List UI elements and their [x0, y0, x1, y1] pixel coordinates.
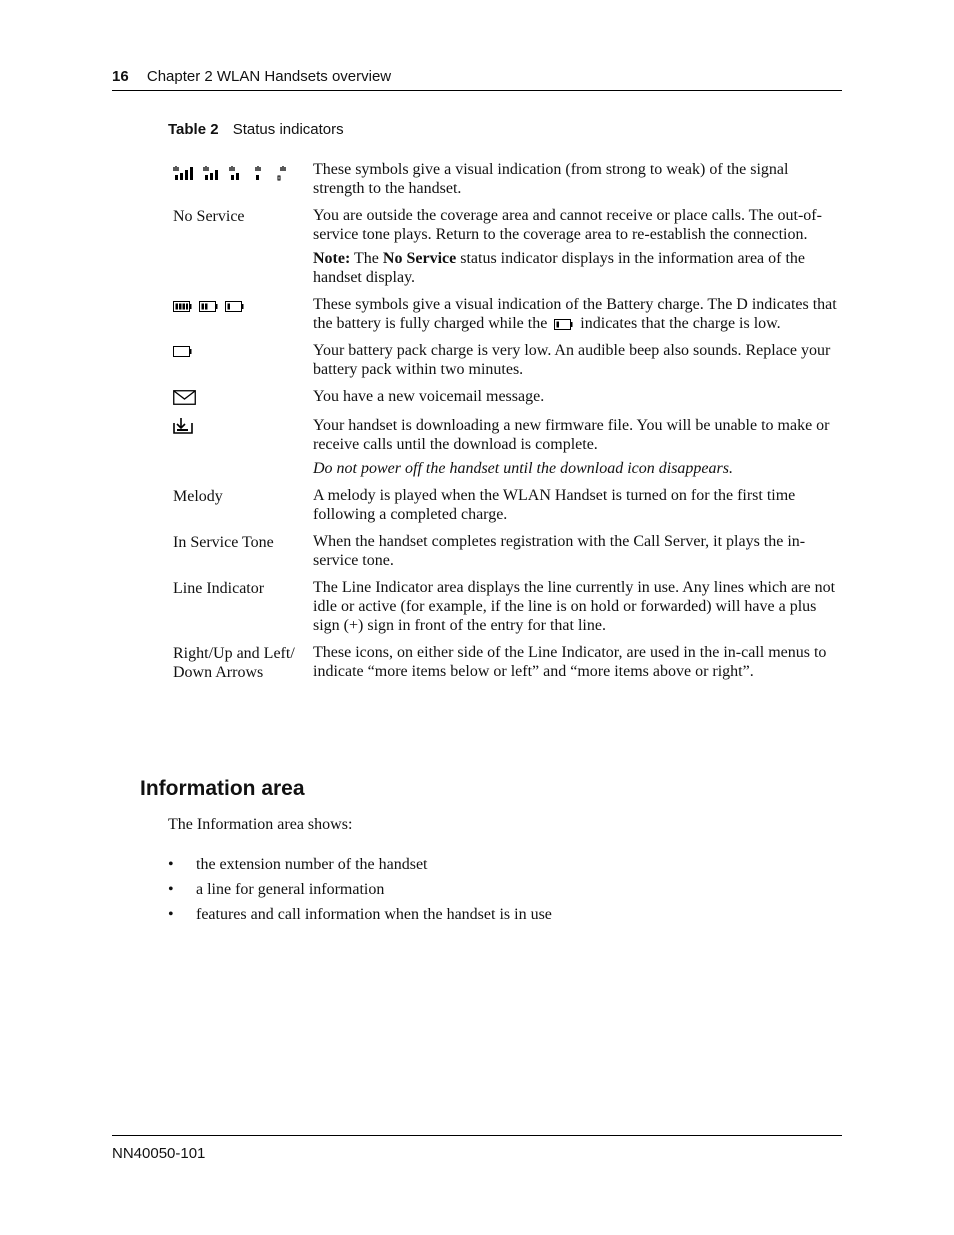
table-row — [173, 532, 838, 570]
row-term: Right/Up and Left/ Down Arrows — [173, 645, 295, 681]
row-term: No Service — [173, 208, 245, 225]
battery-low-icon — [225, 301, 244, 312]
row-description: When the handset completes registration with the Call Server, it plays the in-service tone. — [313, 533, 806, 569]
table-label: Table 2 — [168, 121, 219, 138]
row-description: You are outside the coverage area and cannot receive or place calls. The out-of-service tone plays. Return to the coverage area to re-establish the connection. — [313, 207, 822, 243]
voicemail-envelope-icon — [173, 390, 196, 405]
row-description: These symbols give a visual indication of the Battery charge. The D indicates that the battery is fully charged while the indicates that the charge is low. — [313, 296, 837, 332]
chapter-title: Chapter 2 WLAN Handsets overview — [146, 68, 392, 85]
list-item: • features and call information when the handset is in use — [168, 906, 552, 923]
bullet-list — [168, 856, 552, 931]
status-indicators-table — [173, 160, 838, 690]
row-term: Line Indicator — [173, 580, 265, 597]
row-description: You have a new voicemail message. — [313, 388, 545, 405]
table-row — [173, 416, 838, 478]
battery-low-inline-icon — [554, 319, 573, 330]
table-row — [173, 387, 838, 410]
battery-empty-icon — [173, 346, 192, 357]
list-item: • the extension number of the handset — [168, 856, 428, 873]
table-row — [173, 486, 838, 524]
download-icon — [173, 417, 193, 434]
section-heading: Information area — [140, 777, 305, 800]
signal-strength-1-icon — [251, 165, 265, 181]
table-row — [173, 643, 838, 682]
signal-strength-4-icon — [173, 165, 195, 181]
signal-strength-2-icon — [229, 165, 243, 181]
row-description: These symbols give a visual indication (from strong to weak) of the signal strength to the handset. — [313, 161, 789, 197]
page-number: 16 — [112, 68, 129, 85]
battery-icons — [173, 295, 313, 333]
table-row — [173, 206, 838, 287]
table-row — [173, 341, 838, 379]
row-description: Your handset is downloading a new firmware file. You will be unable to make or receive calls until the download is complete. — [313, 417, 830, 453]
header-divider — [112, 90, 842, 91]
doc-number: NN40050-101 — [112, 1145, 206, 1162]
battery-full-icon — [173, 301, 192, 312]
battery-half-icon — [199, 301, 218, 312]
row-term: In Service Tone — [173, 534, 274, 551]
table-title: Status indicators — [232, 121, 344, 138]
list-item: • a line for general information — [168, 881, 385, 898]
row-description: Your battery pack charge is very low. An audible beep also sounds. Replace your battery pack within two minutes. — [313, 342, 831, 378]
signal-strength-0-icon — [273, 165, 287, 181]
row-note: Note: The No Service status indicator displays in the information area of the handset display. — [313, 250, 806, 286]
row-note: Do not power off the handset until the download icon disappears. — [313, 460, 733, 477]
signal-strength-3-icon — [203, 165, 221, 181]
signal-strength-icons — [173, 160, 313, 198]
row-description: A melody is played when the WLAN Handset is turned on for the first time following a completed charge. — [313, 487, 796, 523]
table-row — [173, 160, 838, 198]
row-term: Melody — [173, 488, 223, 505]
table-row — [173, 578, 838, 635]
table-caption — [168, 121, 344, 138]
row-description: The Line Indicator area displays the line currently in use. Any lines which are not idle or active (for example, if the line is on hold or forwarded) will have a plus sign (+) sign in front of the entry for that line. — [313, 579, 836, 634]
section-intro: The Information area shows: — [168, 816, 353, 833]
row-description: These icons, on either side of the Line Indicator, are used in the in-call menus to indicate “more items below or left” and “more items above or right”. — [313, 644, 827, 680]
footer-divider — [112, 1135, 842, 1136]
table-row — [173, 295, 838, 333]
page-header — [112, 68, 842, 85]
